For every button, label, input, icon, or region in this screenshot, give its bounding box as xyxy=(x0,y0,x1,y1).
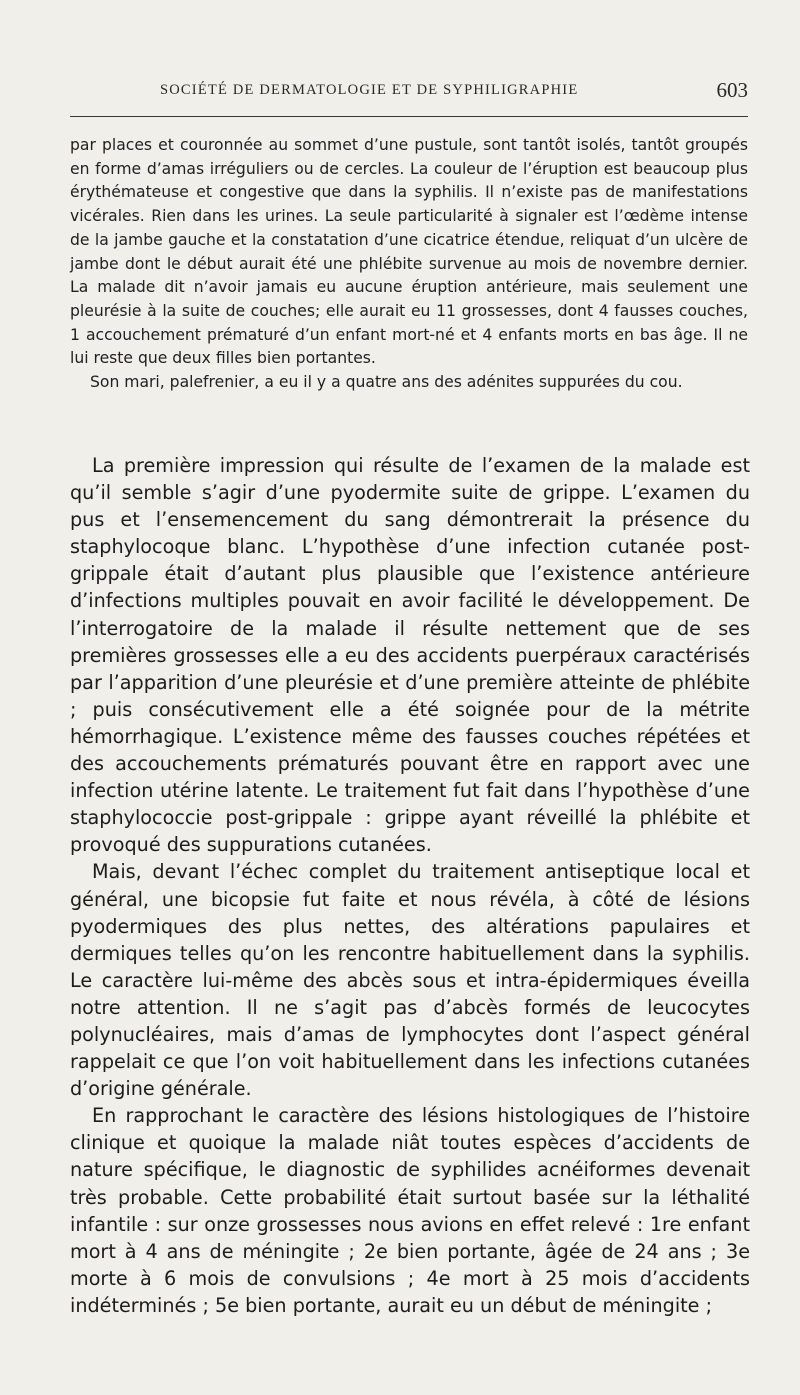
discussion-paragraph-2: Mais, devant l’échec complet du traitement antiseptique local et général, une bicopsie fut faite et nous révéla, à côté de lésions pyodermiques des plus nettes, des altérations papulaires et dermiques telles qu’on les rencontre habituellement dans la syphilis. Le caractère lui-même des abcès sous et intra-épidermiques éveilla notre attention. Il ne s’agit pas d’abcès formés de leucocytes polynucléaires, mais d’amas de lymphocytes dont l’aspect général rappelait ce que l’on voit habituellement dans les infections cutanées d’origine générale. xyxy=(70,860,750,1101)
case-description-block xyxy=(70,134,748,395)
running-title: SOCIÉTÉ DE DERMATOLOGIE ET DE SYPHILIGRAPHIE xyxy=(160,82,579,98)
discussion-paragraph-3: En rapprochant le caractère des lésions histologiques de l’histoire clinique et quoique la malade niât toutes espèces d’accidents de nature spécifique, le diagnostic de syphilides acnéiformes devenait très probable. Cette probabilité était surtout basée sur la léthalité infantile : sur onze grossesses nous avions en effet relevé : 1re enfant mort à 4 ans de méningite ; 2e bien portante, âgée de 24 ans ; 3e morte à 6 mois de convulsions ; 4e mort à 25 mois d’accidents indéterminés ; 5e bien portante, aurait eu un début de méningite ; xyxy=(70,1104,750,1317)
header-rule xyxy=(70,116,748,117)
case-paragraph-2: Son mari, palefrenier, a eu il y a quatre ans des adénites suppurées du cou. xyxy=(90,373,683,392)
case-paragraph-1: par places et couronnée au sommet d’une pustule, sont tantôt isolés, tantôt groupés en forme d’amas irréguliers ou de cercles. La couleur de l’éruption est beaucoup plus érythémateuse et congestive que dans la syphilis. Il n’existe pas de manifestations vicérales. Rien dans les urines. La seule particularité à signaler est l’œdème intense de la jambe gauche et la constatation d’une cicatrice étendue, reliquat d’un ulcère de jambe dont le début aurait été une phlébite survenue au mois de novembre dernier. La malade dit n’avoir jamais eu aucune éruption antérieure, mais seulement une pleurésie à la suite de couches; elle aurait eu 11 grossesses, dont 4 fausses couches, 1 accouchement prématuré d’un enfant mort-né et 4 enfants morts en bas âge. Il ne lui reste que deux filles bien portantes. xyxy=(70,136,748,368)
page-number: 603 xyxy=(716,78,748,102)
discussion-block xyxy=(70,452,750,1319)
running-header xyxy=(70,78,748,104)
discussion-paragraph-1: La première impression qui résulte de l’examen de la malade est qu’il semble s’agir d’une pyodermite suite de grippe. L’examen du pus et l’ensemencement du sang démontrerait la présence du staphylocoque blanc. L’hypothèse d’une infection cutanée post-grippale était d’autant plus plausible que l’existence antérieure d’infections multiples pouvait en avoir facilité le développement. De l’interrogatoire de la malade il résulte nettement que de ses premières grossesses elle a eu des accidents puerpéraux caractérisés par l’apparition d’une pleurésie et d’une première atteinte de phlébite ; puis consécutivement elle a été soignée pour de la métrite hémorrhagique. L’existence même des fausses couches répétées et des accouchements prématurés pouvant être en rapport avec une infection utérine latente. Le traitement fut fait dans l’hypothèse d’une staphylococcie post-grippale : grippe ayant réveillé la phlébite et provoqué des suppurations cutanées. xyxy=(70,454,750,857)
